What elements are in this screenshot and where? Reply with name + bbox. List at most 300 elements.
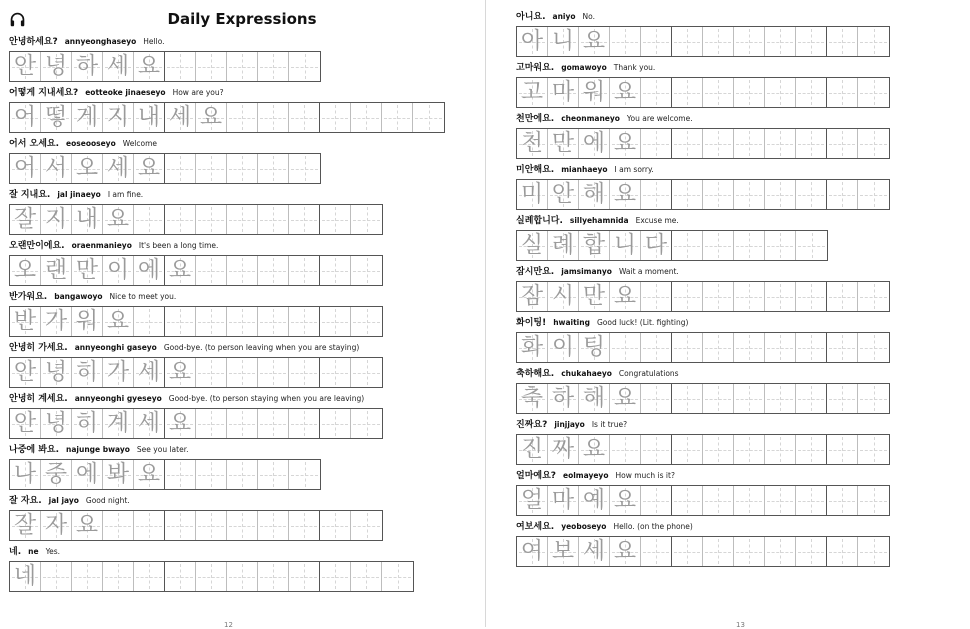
writing-cell[interactable]	[258, 52, 289, 81]
english-translation: How much is it?	[615, 471, 675, 480]
writing-cell[interactable]	[796, 537, 827, 566]
writing-cell[interactable]	[258, 562, 289, 591]
writing-cell[interactable]	[796, 231, 827, 260]
romanization-text: eolmayeyo	[563, 471, 609, 480]
writing-cell[interactable]	[227, 103, 258, 132]
tracing-character: 요	[75, 512, 99, 538]
writing-grid	[9, 357, 383, 388]
writing-cell[interactable]	[196, 409, 227, 438]
writing-cell[interactable]	[134, 205, 165, 234]
writing-cell[interactable]	[165, 154, 196, 183]
writing-cell[interactable]	[258, 154, 289, 183]
writing-cell[interactable]	[734, 282, 765, 311]
romanization-text: gomawoyo	[561, 63, 607, 72]
writing-cell[interactable]	[320, 307, 351, 336]
tracing-character: 짜	[551, 436, 575, 462]
tracing-character: 해	[582, 385, 606, 411]
writing-cell[interactable]	[196, 307, 227, 336]
writing-cell[interactable]	[796, 282, 827, 311]
writing-cell	[10, 103, 41, 132]
writing-cell[interactable]	[289, 358, 320, 387]
writing-cell[interactable]	[858, 78, 889, 107]
writing-cell[interactable]	[289, 52, 320, 81]
writing-cell	[41, 460, 72, 489]
writing-cell[interactable]	[641, 180, 672, 209]
expression-label	[516, 60, 890, 75]
korean-text: 안녕하세요?	[9, 37, 58, 47]
writing-cell[interactable]	[641, 27, 672, 56]
writing-cell[interactable]	[827, 537, 858, 566]
writing-cell[interactable]	[858, 27, 889, 56]
writing-cell[interactable]	[320, 205, 351, 234]
writing-cell[interactable]	[382, 562, 413, 591]
writing-cell[interactable]	[258, 511, 289, 540]
writing-cell[interactable]	[672, 180, 703, 209]
writing-cell[interactable]	[258, 307, 289, 336]
romanization-text: mianhaeyo	[561, 165, 608, 174]
tracing-character: 어	[13, 104, 37, 130]
writing-cell[interactable]	[703, 333, 734, 362]
writing-cell[interactable]	[703, 384, 734, 413]
writing-cell[interactable]	[827, 282, 858, 311]
writing-cell	[548, 129, 579, 158]
writing-cell	[610, 78, 641, 107]
tracing-character: 요	[106, 308, 130, 334]
writing-cell[interactable]	[827, 333, 858, 362]
writing-cell	[41, 103, 72, 132]
writing-cell[interactable]	[796, 78, 827, 107]
writing-cell[interactable]	[827, 27, 858, 56]
writing-cell[interactable]	[196, 256, 227, 285]
expression-entry	[516, 366, 890, 414]
tracing-character: 요	[137, 461, 161, 487]
writing-cell[interactable]	[165, 562, 196, 591]
tracing-character: 요	[613, 538, 637, 564]
writing-cell[interactable]	[227, 205, 258, 234]
writing-cell[interactable]	[734, 231, 765, 260]
writing-cell[interactable]	[641, 129, 672, 158]
writing-cell[interactable]	[227, 307, 258, 336]
left-page	[0, 0, 484, 627]
writing-cell[interactable]	[703, 231, 734, 260]
expression-entry	[516, 417, 890, 465]
writing-cell	[579, 282, 610, 311]
writing-cell[interactable]	[672, 333, 703, 362]
writing-cell[interactable]	[641, 333, 672, 362]
writing-cell[interactable]	[703, 537, 734, 566]
tracing-character: 다	[644, 232, 668, 258]
writing-cell[interactable]	[765, 384, 796, 413]
tracing-character: 히	[75, 359, 99, 385]
writing-cell[interactable]	[858, 384, 889, 413]
expression-entry	[9, 238, 383, 286]
tracing-character: 지	[44, 206, 68, 232]
writing-cell[interactable]	[165, 205, 196, 234]
tracing-character: 만	[551, 130, 575, 156]
tracing-character: 녕	[44, 410, 68, 436]
writing-cell	[165, 409, 196, 438]
romanization-text: bangawoyo	[54, 292, 103, 301]
writing-cell[interactable]	[703, 129, 734, 158]
page-title: Daily Expressions	[167, 10, 317, 28]
expression-label	[9, 391, 383, 406]
writing-cell	[548, 231, 579, 260]
writing-grid	[516, 434, 890, 465]
english-translation: I am sorry.	[614, 165, 654, 174]
writing-cell[interactable]	[351, 511, 382, 540]
writing-cell	[165, 358, 196, 387]
romanization-text: jal jayo	[48, 496, 79, 505]
english-translation: Hello. (on the phone)	[613, 522, 693, 531]
tracing-character: 중	[44, 461, 68, 487]
writing-cell[interactable]	[289, 154, 320, 183]
romanization-text: oraenmanieyo	[71, 241, 132, 250]
writing-cell[interactable]	[734, 333, 765, 362]
writing-cell[interactable]	[703, 282, 734, 311]
writing-cell[interactable]	[351, 358, 382, 387]
writing-cell[interactable]	[165, 307, 196, 336]
writing-cell[interactable]	[196, 358, 227, 387]
writing-cell[interactable]	[827, 486, 858, 515]
writing-cell[interactable]	[196, 562, 227, 591]
writing-grid	[9, 510, 383, 541]
tracing-character: 요	[613, 181, 637, 207]
writing-cell[interactable]	[827, 180, 858, 209]
writing-cell[interactable]	[672, 384, 703, 413]
english-translation: Wait a moment.	[618, 267, 679, 276]
writing-cell[interactable]	[134, 307, 165, 336]
tracing-character: 해	[582, 181, 606, 207]
writing-cell	[72, 103, 103, 132]
tracing-character: 요	[582, 28, 606, 54]
writing-cell[interactable]	[289, 409, 320, 438]
romanization-text: sillyehamnida	[569, 216, 629, 225]
writing-cell[interactable]	[734, 180, 765, 209]
writing-cell[interactable]	[672, 486, 703, 515]
romanization-text: jal jinaeyo	[57, 190, 101, 199]
writing-cell[interactable]	[72, 562, 103, 591]
writing-cell[interactable]	[796, 129, 827, 158]
tracing-character: 세	[137, 410, 161, 436]
writing-cell[interactable]	[858, 435, 889, 464]
writing-cell[interactable]	[858, 129, 889, 158]
writing-cell[interactable]	[320, 256, 351, 285]
writing-cell[interactable]	[703, 180, 734, 209]
english-translation: Yes.	[45, 547, 61, 556]
tracing-character: 녕	[44, 53, 68, 79]
tracing-character: 요	[582, 436, 606, 462]
writing-cell	[548, 486, 579, 515]
tracing-character: 안	[551, 181, 575, 207]
writing-cell[interactable]	[196, 52, 227, 81]
writing-cell[interactable]	[351, 103, 382, 132]
writing-cell[interactable]	[320, 358, 351, 387]
writing-cell[interactable]	[827, 78, 858, 107]
writing-cell[interactable]	[765, 231, 796, 260]
writing-cell[interactable]	[320, 511, 351, 540]
writing-cell[interactable]	[227, 256, 258, 285]
writing-cell[interactable]	[196, 154, 227, 183]
writing-cell[interactable]	[734, 27, 765, 56]
writing-cell[interactable]	[641, 78, 672, 107]
tracing-character: 가	[106, 359, 130, 385]
tracing-character: 세	[106, 155, 130, 181]
writing-cell[interactable]	[103, 562, 134, 591]
writing-grid	[9, 204, 383, 235]
writing-cell[interactable]	[382, 103, 413, 132]
writing-cell[interactable]	[858, 537, 889, 566]
writing-cell[interactable]	[610, 27, 641, 56]
writing-cell[interactable]	[258, 205, 289, 234]
writing-cell[interactable]	[351, 409, 382, 438]
writing-cell[interactable]	[641, 486, 672, 515]
writing-cell[interactable]	[196, 205, 227, 234]
writing-cell	[165, 103, 196, 132]
writing-cell[interactable]	[858, 180, 889, 209]
writing-cell[interactable]	[734, 384, 765, 413]
writing-cell[interactable]	[703, 78, 734, 107]
expression-entry	[9, 136, 321, 184]
romanization-text: jinjjayo	[554, 420, 585, 429]
writing-cell[interactable]	[765, 78, 796, 107]
writing-cell[interactable]	[765, 486, 796, 515]
writing-cell	[41, 52, 72, 81]
writing-cell[interactable]	[703, 435, 734, 464]
tracing-character: 세	[582, 538, 606, 564]
writing-cell[interactable]	[165, 52, 196, 81]
korean-text: 안녕히 가세요.	[9, 343, 68, 353]
tracing-character: 보	[551, 538, 575, 564]
writing-cell[interactable]	[641, 435, 672, 464]
tracing-character: 요	[137, 155, 161, 181]
korean-text: 나중에 봐요.	[9, 445, 60, 455]
writing-cell[interactable]	[289, 511, 320, 540]
writing-cell	[72, 205, 103, 234]
writing-cell[interactable]	[734, 435, 765, 464]
writing-cell[interactable]	[351, 307, 382, 336]
writing-cell[interactable]	[227, 358, 258, 387]
writing-cell[interactable]	[289, 307, 320, 336]
writing-cell	[548, 435, 579, 464]
writing-cell[interactable]	[320, 103, 351, 132]
writing-cell	[103, 358, 134, 387]
writing-cell[interactable]	[103, 511, 134, 540]
writing-cell[interactable]	[765, 129, 796, 158]
writing-cell[interactable]	[765, 435, 796, 464]
writing-cell[interactable]	[703, 486, 734, 515]
expression-label	[516, 264, 890, 279]
writing-cell[interactable]	[858, 282, 889, 311]
writing-cell[interactable]	[672, 537, 703, 566]
writing-cell[interactable]	[289, 460, 320, 489]
writing-cell[interactable]	[672, 27, 703, 56]
writing-cell	[196, 103, 227, 132]
tracing-character: 진	[520, 436, 544, 462]
writing-cell[interactable]	[227, 154, 258, 183]
writing-cell	[610, 282, 641, 311]
tracing-character: 히	[75, 410, 99, 436]
writing-cell[interactable]	[289, 103, 320, 132]
writing-cell[interactable]	[258, 358, 289, 387]
writing-cell[interactable]	[796, 384, 827, 413]
writing-cell[interactable]	[610, 435, 641, 464]
writing-grid	[9, 306, 383, 337]
korean-text: 잠시만요.	[516, 267, 555, 277]
writing-cell[interactable]	[858, 333, 889, 362]
korean-text: 반가워요.	[9, 292, 48, 302]
writing-cell[interactable]	[672, 435, 703, 464]
korean-text: 오랜만이에요.	[9, 241, 65, 251]
writing-cell	[41, 358, 72, 387]
writing-grid	[9, 153, 321, 184]
tracing-character: 떻	[44, 104, 68, 130]
expression-label	[516, 111, 890, 126]
tracing-character: 잘	[13, 512, 37, 538]
writing-cell[interactable]	[672, 78, 703, 107]
romanization-text: chukahaeyo	[561, 369, 612, 378]
writing-cell	[134, 460, 165, 489]
tracing-character: 요	[106, 206, 130, 232]
korean-text: 고마워요.	[516, 63, 555, 73]
writing-cell[interactable]	[41, 562, 72, 591]
writing-cell	[548, 78, 579, 107]
writing-cell[interactable]	[641, 384, 672, 413]
tracing-character: 마	[551, 79, 575, 105]
writing-cell[interactable]	[258, 103, 289, 132]
tracing-character: 천	[520, 130, 544, 156]
writing-cell[interactable]	[765, 282, 796, 311]
writing-cell[interactable]	[734, 486, 765, 515]
writing-cell	[134, 409, 165, 438]
tracing-character: 에	[137, 257, 161, 283]
tracing-character: 네	[13, 563, 37, 589]
writing-cell[interactable]	[227, 511, 258, 540]
writing-cell[interactable]	[641, 282, 672, 311]
writing-cell[interactable]	[765, 333, 796, 362]
writing-cell[interactable]	[196, 511, 227, 540]
writing-cell[interactable]	[165, 460, 196, 489]
writing-cell[interactable]	[672, 129, 703, 158]
korean-text: 어떻게 지내세요?	[9, 88, 79, 98]
writing-cell[interactable]	[641, 537, 672, 566]
expression-label	[516, 213, 828, 228]
tracing-character: 세	[106, 53, 130, 79]
tracing-character: 고	[520, 79, 544, 105]
tracing-character: 요	[199, 104, 223, 130]
writing-grid	[516, 383, 890, 414]
tracing-character: 팅	[582, 334, 606, 360]
writing-cell[interactable]	[351, 562, 382, 591]
writing-cell[interactable]	[765, 180, 796, 209]
writing-cell[interactable]	[134, 562, 165, 591]
english-translation: It's been a long time.	[138, 241, 219, 250]
writing-grid	[516, 26, 890, 57]
writing-cell[interactable]	[703, 27, 734, 56]
english-translation: See you later.	[136, 445, 189, 454]
writing-cell	[103, 409, 134, 438]
tracing-character: 계	[106, 410, 130, 436]
writing-cell[interactable]	[227, 460, 258, 489]
writing-cell[interactable]	[227, 52, 258, 81]
writing-cell[interactable]	[827, 435, 858, 464]
writing-cell	[134, 256, 165, 285]
writing-cell[interactable]	[858, 486, 889, 515]
tracing-character: 니	[613, 232, 637, 258]
writing-cell	[610, 384, 641, 413]
writing-cell[interactable]	[227, 562, 258, 591]
writing-cell[interactable]	[796, 27, 827, 56]
writing-cell	[517, 180, 548, 209]
english-translation: Excuse me.	[635, 216, 679, 225]
writing-cell[interactable]	[765, 27, 796, 56]
writing-cell[interactable]	[165, 511, 196, 540]
tracing-character: 하	[551, 385, 575, 411]
writing-cell	[10, 52, 41, 81]
writing-cell[interactable]	[827, 384, 858, 413]
writing-cell[interactable]	[734, 129, 765, 158]
writing-cell[interactable]	[134, 511, 165, 540]
expression-entry	[516, 60, 890, 108]
writing-cell	[517, 435, 548, 464]
writing-cell[interactable]	[258, 409, 289, 438]
writing-grid	[516, 485, 890, 516]
romanization-text: aniyo	[552, 12, 576, 21]
writing-cell[interactable]	[796, 435, 827, 464]
writing-cell[interactable]	[196, 460, 227, 489]
writing-cell[interactable]	[796, 333, 827, 362]
writing-cell	[610, 537, 641, 566]
writing-cell[interactable]	[734, 78, 765, 107]
writing-cell[interactable]	[765, 537, 796, 566]
writing-cell[interactable]	[289, 562, 320, 591]
tracing-character: 니	[551, 28, 575, 54]
writing-cell[interactable]	[796, 486, 827, 515]
writing-cell[interactable]	[320, 562, 351, 591]
writing-cell	[72, 358, 103, 387]
writing-cell[interactable]	[413, 103, 444, 132]
writing-cell[interactable]	[734, 537, 765, 566]
expression-entry	[516, 264, 890, 312]
writing-cell[interactable]	[610, 333, 641, 362]
writing-cell[interactable]	[289, 256, 320, 285]
writing-cell[interactable]	[672, 282, 703, 311]
writing-cell[interactable]	[351, 205, 382, 234]
tracing-character: 워	[582, 79, 606, 105]
writing-cell[interactable]	[227, 409, 258, 438]
writing-cell	[579, 27, 610, 56]
writing-cell[interactable]	[320, 409, 351, 438]
writing-cell[interactable]	[258, 256, 289, 285]
expression-label	[9, 85, 445, 100]
writing-cell[interactable]	[672, 231, 703, 260]
english-translation: Hello.	[143, 37, 165, 46]
romanization-text: ne	[28, 547, 39, 556]
writing-cell[interactable]	[289, 205, 320, 234]
tracing-character: 요	[168, 410, 192, 436]
tracing-character: 봐	[106, 461, 130, 487]
writing-cell[interactable]	[351, 256, 382, 285]
writing-cell[interactable]	[827, 129, 858, 158]
tracing-character: 여	[520, 538, 544, 564]
writing-cell	[72, 154, 103, 183]
expression-entry	[9, 340, 383, 388]
tracing-character: 시	[551, 283, 575, 309]
writing-cell	[72, 460, 103, 489]
writing-cell[interactable]	[796, 180, 827, 209]
writing-cell[interactable]	[258, 460, 289, 489]
writing-cell	[579, 129, 610, 158]
expression-label	[516, 9, 890, 24]
